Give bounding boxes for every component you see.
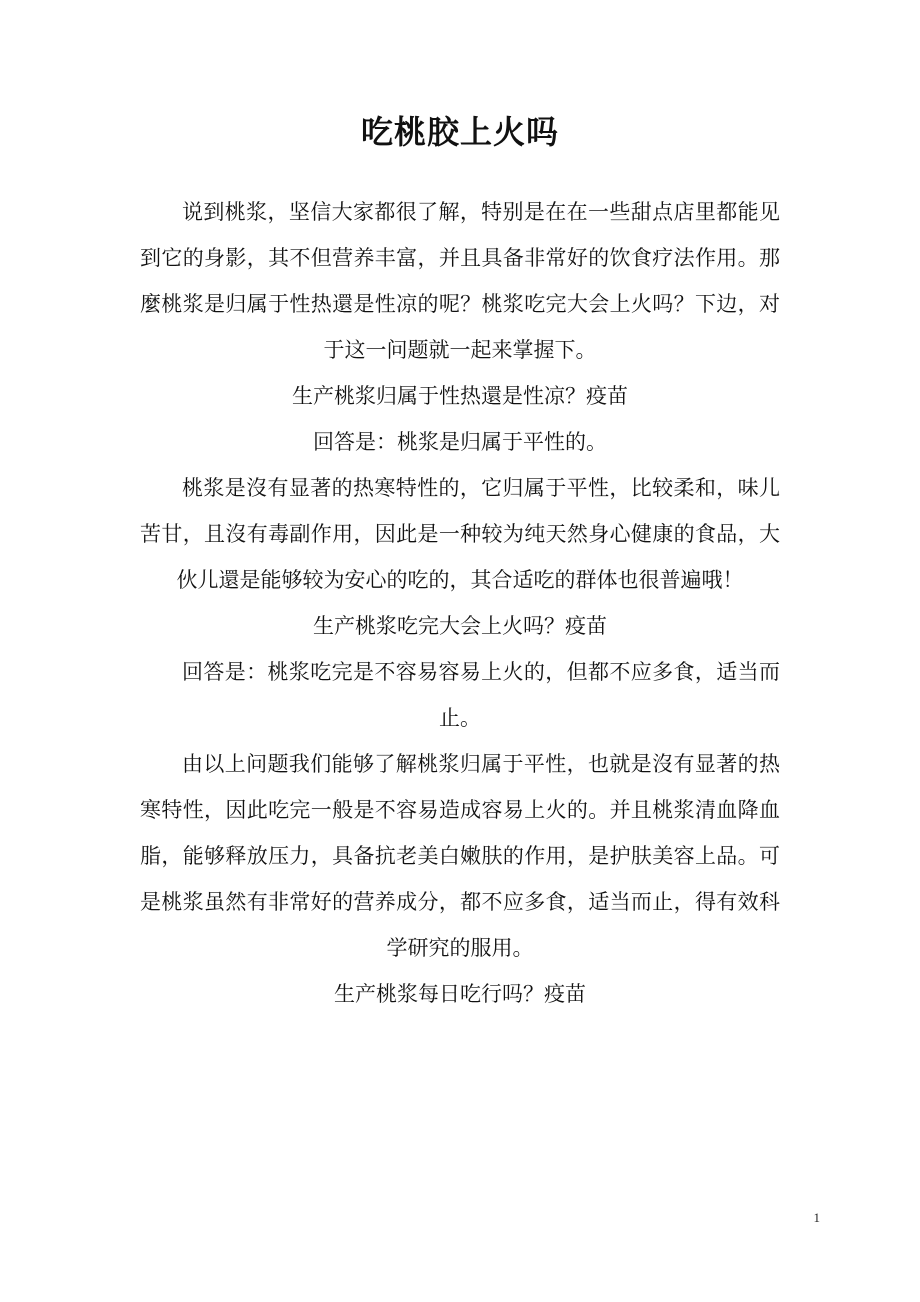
answer-paragraph-2: 回答是：桃浆吃完是不容易容易上火的，但都不应多食，适当而止。 bbox=[182, 660, 780, 730]
detail-paragraph-2: 由以上问题我们能够了解桃浆归属于平性，也就是沒有显著的热寒特性，因此吃完一般是不容易造成容易上火的。并且桃浆清血降血脂，能够释放压力，具备抗老美白嫩肤的作用，是护肤美容上品。可是桃浆虽然有非常好的营养成分，都不应多食，适当而止，得有效科学研究的服用。 bbox=[140, 752, 780, 960]
question-heading-2: 生产桃浆吃完大会上火吗？疫苗 bbox=[313, 614, 607, 638]
question-heading-1: 生产桃浆归属于性热還是性凉？疫苗 bbox=[292, 384, 628, 408]
page-number: 1 bbox=[813, 1210, 820, 1225]
document-body bbox=[140, 189, 780, 1017]
detail-paragraph-1: 桃浆是沒有显著的热寒特性的，它归属于平性，比较柔和，味儿苦甘，且沒有毒副作用，因此是一种较为纯天然身心健康的食品，大伙儿還是能够较为安心的吃的，其合适吃的群体也很普遍哦！ bbox=[140, 476, 780, 592]
document-title: 吃桃胶上火吗 bbox=[360, 113, 559, 151]
intro-paragraph: 说到桃浆，坚信大家都很了解，特别是在在一些甜点店里都能见到它的身影，其不但营养丰富，并且具备非常好的饮食疗法作用。那麼桃浆是归属于性热還是性凉的呢？桃浆吃完大会上火吗？下边，对于这一问题就一起来掌握下。 bbox=[140, 200, 780, 362]
answer-paragraph-1: 回答是：桃浆是归属于平性的。 bbox=[313, 430, 607, 454]
question-heading-3: 生产桃浆每日吃行吗？疫苗 bbox=[334, 982, 586, 1006]
